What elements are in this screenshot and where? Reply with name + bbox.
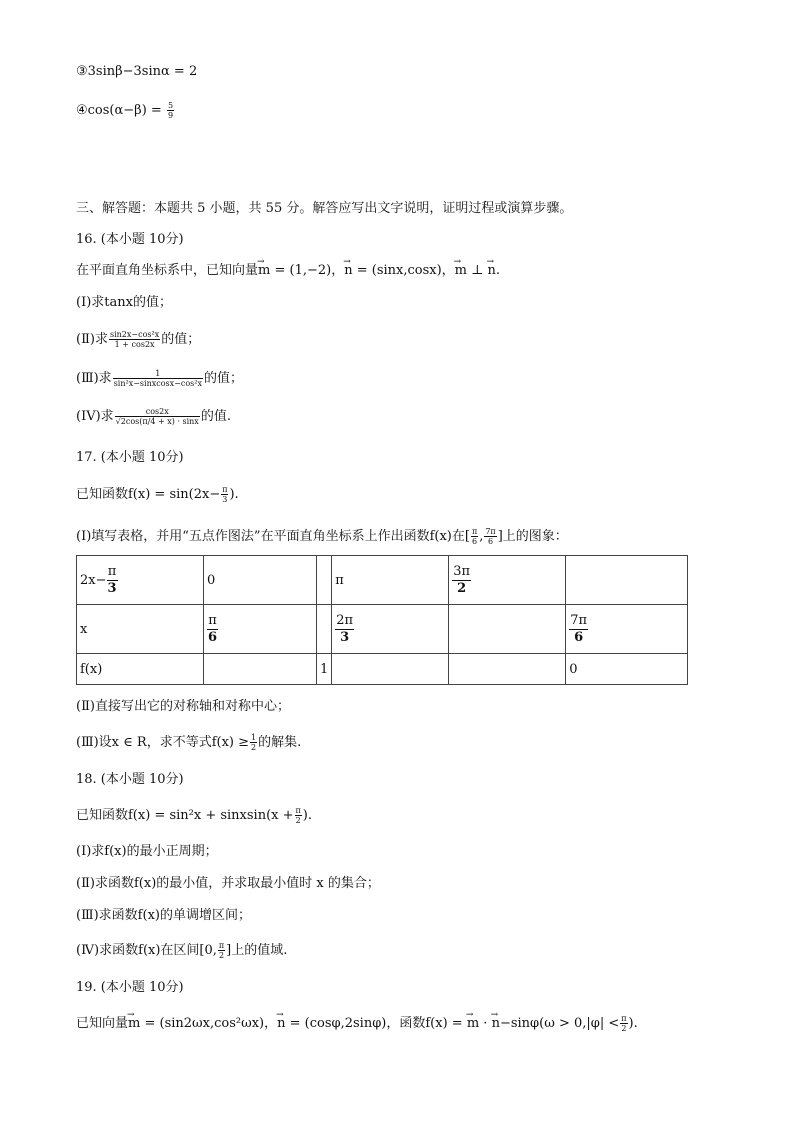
q17-title: 17. (本小题 10分) xyxy=(76,450,184,465)
q19-title: 19. (本小题 10分) xyxy=(76,980,184,995)
fraction: $\frac{7\pi}{6}$ xyxy=(485,527,496,546)
q16-title: 16. (本小题 10分) xyxy=(76,232,184,247)
q17-stem: 已知函数f(x) = sin(2x− $\frac{\pi}{3}$ ). xyxy=(76,485,239,504)
section-header: 三、解答题：本题共 5 小题，共 55 分。解答应写出文字说明，证明过程或演算步骤。 xyxy=(76,201,573,216)
table-cell: $\frac{\pi}{6}$ xyxy=(204,605,317,654)
table-cell: 0 xyxy=(566,654,688,685)
fraction: $\frac{\pi}{2}$ xyxy=(621,1014,627,1033)
table-row-label: 2x− $\frac{\pi}{3}$ xyxy=(77,556,204,605)
fraction: $\frac{\pi}{3}$ xyxy=(222,485,228,504)
table-cell xyxy=(317,605,332,654)
table-cell xyxy=(449,605,566,654)
fraction: $\frac{\cos 2x}{√2\cos(\pi/4 + x) \cdot \sin x}$ xyxy=(115,407,199,426)
fraction: $\frac{\pi}{6}$ xyxy=(471,527,478,546)
option-4: ④cos(α−β) = $\frac{5}{9}$ xyxy=(76,101,174,120)
q16-part3: (Ⅲ)求 $\frac{1}{\text{sin²x−sinxcosx−cos²x}}$ 的值； xyxy=(76,369,244,388)
fraction: $\frac{1}{2}$ xyxy=(251,733,257,752)
q18-title: 18. (本小题 10分) xyxy=(76,772,184,787)
q16-part4: (IV)求 $\frac{\cos 2x}{√2\cos(\pi/4 + x) \cdot \sin x}$ 的值. xyxy=(76,407,231,426)
table-cell: π xyxy=(332,556,449,605)
table-row-label: f(x) xyxy=(77,654,204,685)
table-cell: $\frac{2\pi}{3}$ xyxy=(332,605,449,654)
q19-stem: 已知向量→ m = (sin2ωx,cos²ωx)，→ n = (cosφ,2sinφ)，函数f(x) = → m · → n−sinφ(ω > 0,|φ| < $\frac{\pi}{2}$ ). xyxy=(76,1014,638,1033)
table-row-label: x xyxy=(77,605,204,654)
table-cell xyxy=(332,654,449,685)
table-cell: $\frac{7\pi}{6}$ xyxy=(566,605,688,654)
q17-part3: (Ⅲ)设x ∈ R，求不等式f(x) ≥ $\frac{1}{2}$ 的解集. xyxy=(76,733,302,752)
q17-part2: (Ⅱ)直接写出它的对称轴和对称中心； xyxy=(76,699,290,714)
fraction: $\frac{\pi}{2}$ xyxy=(218,941,225,960)
q18-part1: (Ⅰ)求f(x)的最小正周期； xyxy=(76,844,218,859)
table-cell: 1 xyxy=(317,654,332,685)
q18-stem: 已知函数f(x) = sin²x + sinxsin(x + $\frac{\pi}{2}$ ). xyxy=(76,806,312,825)
table-cell: 0 xyxy=(204,556,317,605)
fraction: $\frac{\text{sin2x−cos²x}}{1 + \cos 2x}$ xyxy=(109,330,160,349)
table-cell xyxy=(449,654,566,685)
q16-stem: 在平面直角坐标系中，已知向量→ m = (1,−2)，→ n = (sinx,cosx)，→ m ⊥ → n. xyxy=(76,262,500,280)
table-cell: $\frac{3\pi}{2}$ xyxy=(449,556,566,605)
table-cell xyxy=(566,556,688,605)
fraction: $\frac{1}{\text{sin²x−sinxcosx−cos²x}}$ xyxy=(113,369,202,388)
q16-part1: (Ⅰ)求tanx的值； xyxy=(76,295,172,310)
table-cell xyxy=(204,654,317,685)
table-cell xyxy=(317,556,332,605)
q18-part2: (Ⅱ)求函数f(x)的最小值，并求取最小值时 x 的集合； xyxy=(76,876,380,891)
q16-part2: (Ⅱ)求 $\frac{\text{sin2x−cos²x}}{1 + \cos 2x}$ 的值； xyxy=(76,330,201,349)
q18-part4: (Ⅳ)求函数f(x)在区间[0, $\frac{\pi}{2}$ ]上的值域. xyxy=(76,941,288,960)
option-3: ③3sinβ−3sinα = 2 xyxy=(76,64,198,79)
fraction: $\frac{5}{9}$ xyxy=(167,101,174,120)
q18-part3: (Ⅲ)求函数f(x)的单调增区间； xyxy=(76,908,251,923)
five-point-table xyxy=(76,555,688,685)
q17-part1: (Ⅰ)填写表格，并用“五点作图法”在平面直角坐标系上作出函数f(x)在[ $\frac{\pi}{6}$ , $\frac{7\pi}{6}$ ]上的图象： xyxy=(76,527,568,546)
fraction: $\frac{\pi}{2}$ xyxy=(295,806,301,825)
